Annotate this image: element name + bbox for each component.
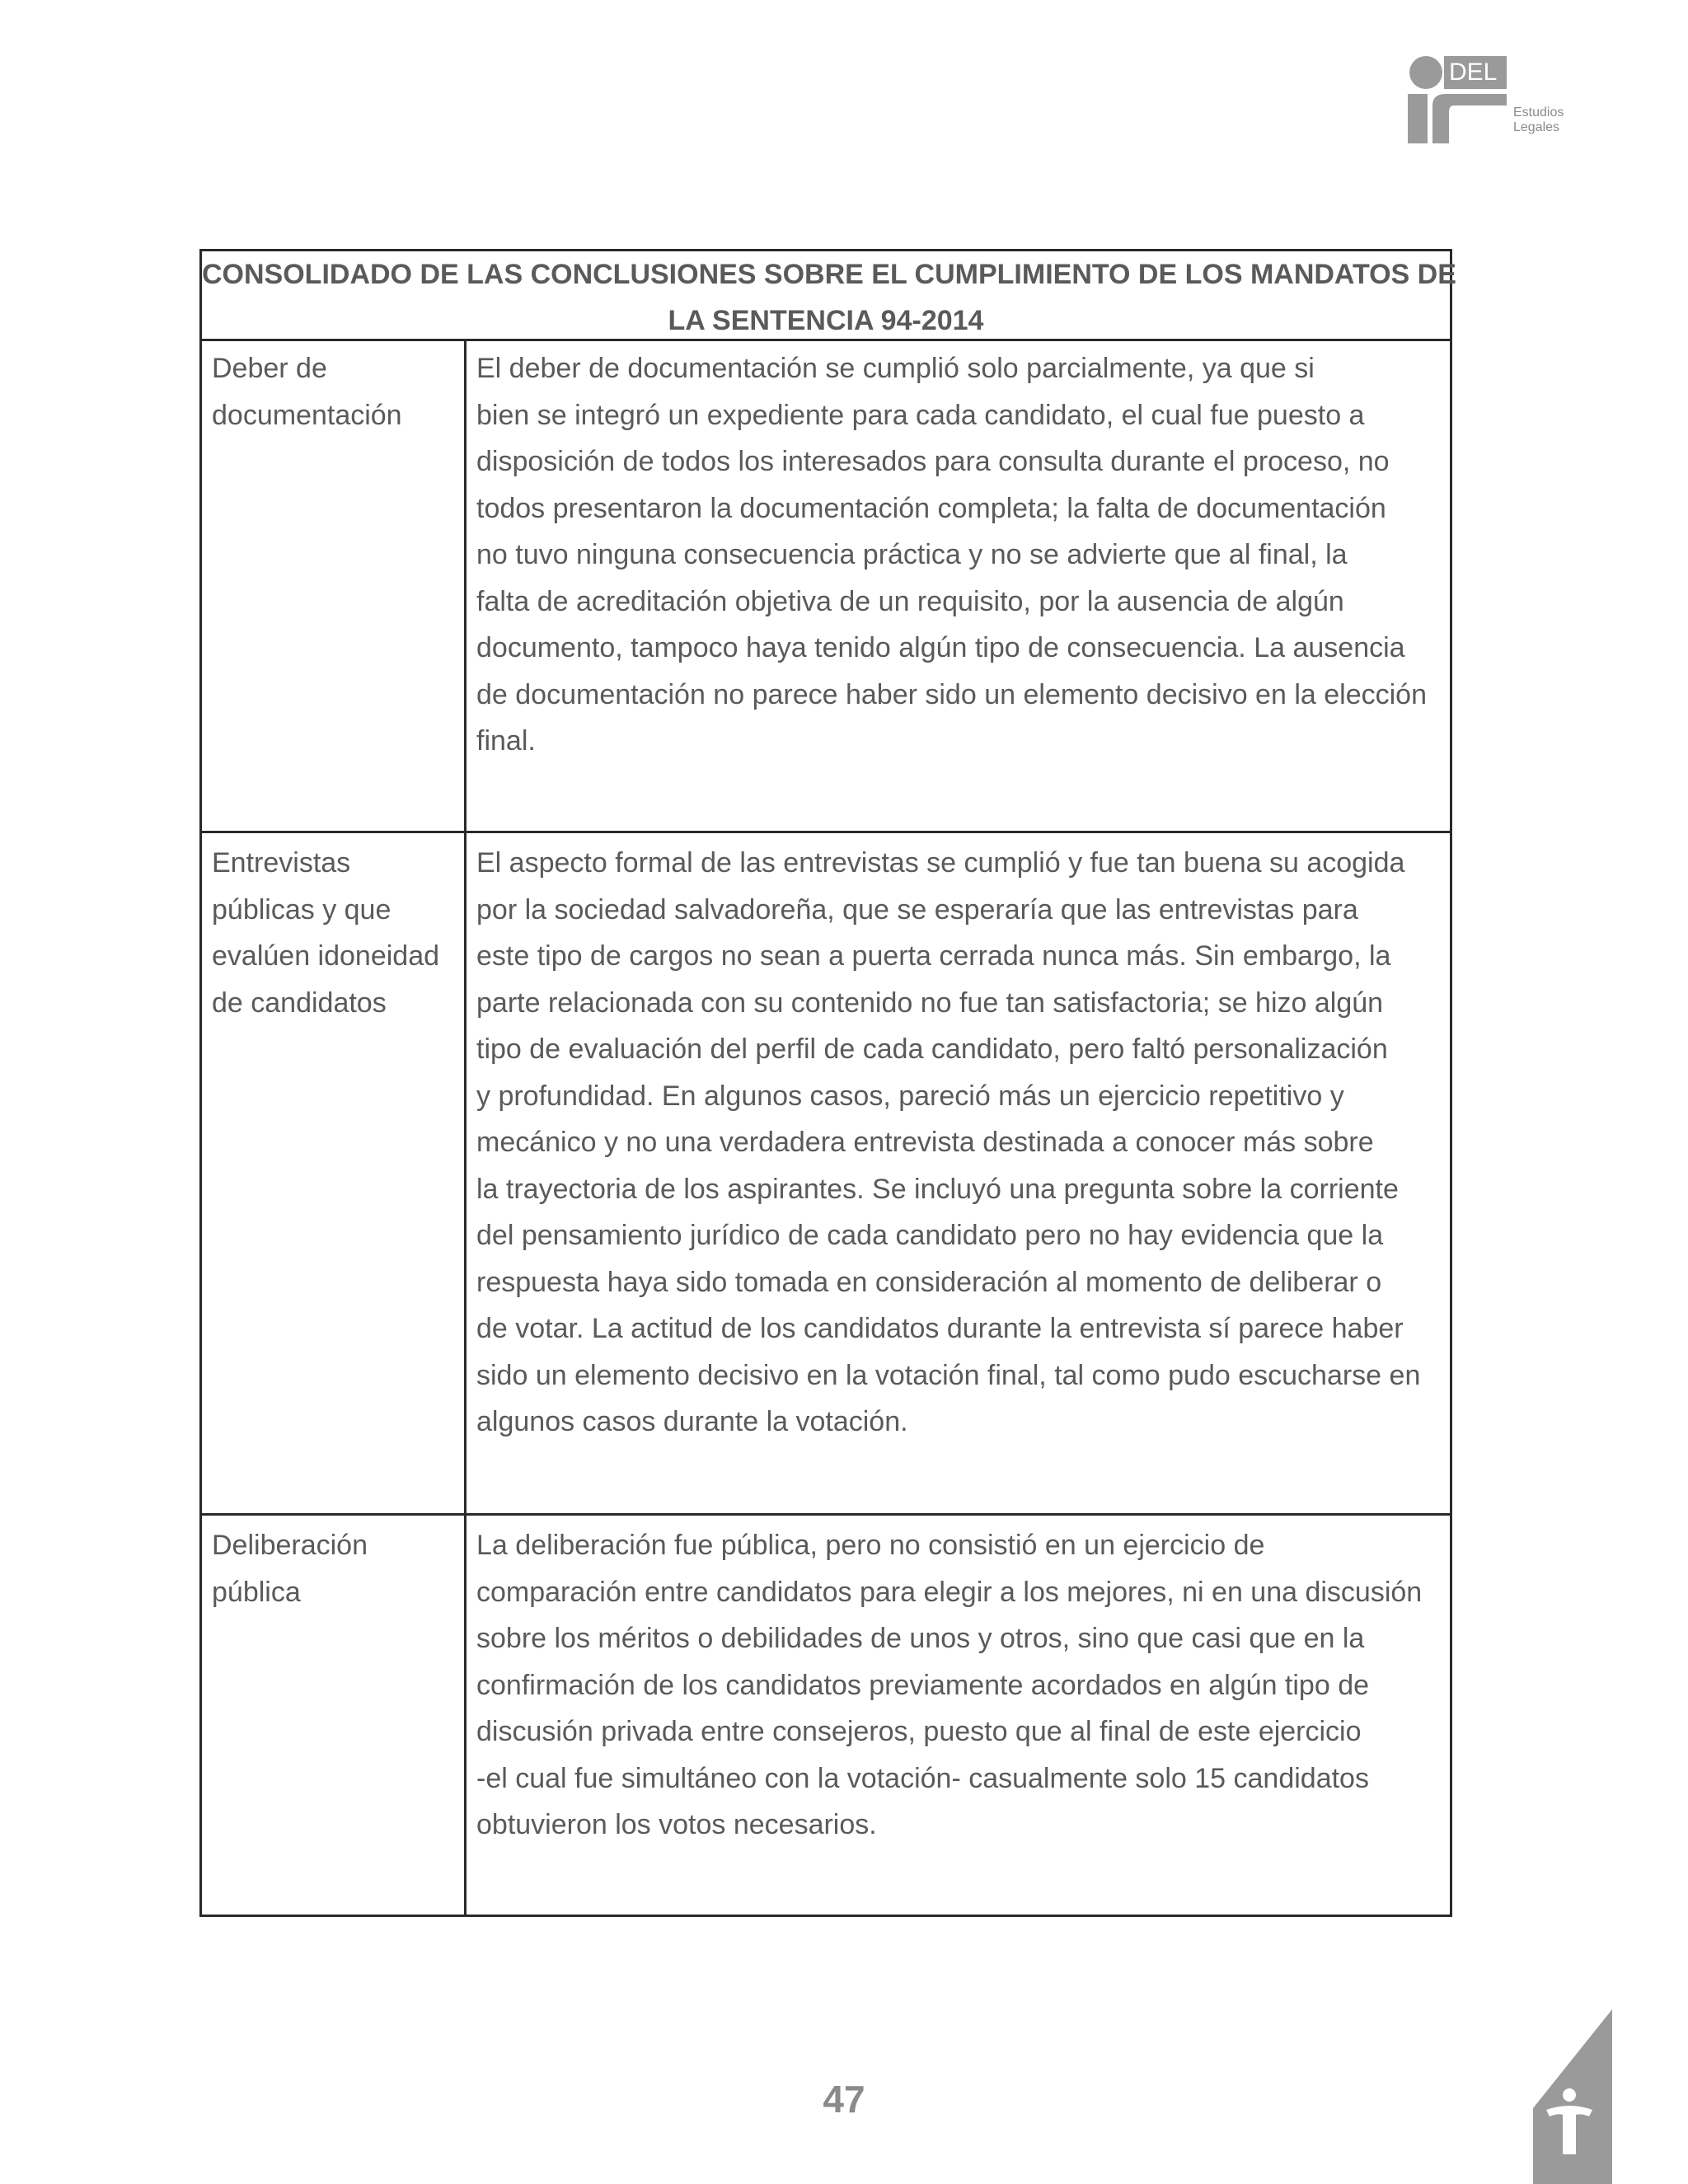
row-label: [202, 339, 467, 831]
row-label-line: evalúen idoneidad: [212, 940, 440, 972]
row-text-line: por la sociedad salvadoreña, que se esperaría que las entrevistas para: [476, 893, 1358, 926]
table-title-line: CONSOLIDADO DE LAS CONCLUSIONES SOBRE EL CUMPLIMIENTO DE LOS MANDATOS DE: [202, 259, 1456, 290]
row-label-line: públicas y que: [212, 893, 392, 926]
logo-caption: [1513, 105, 1564, 135]
person-emblem-icon: [1533, 2009, 1612, 2184]
page-number: 47: [823, 2078, 865, 2121]
row-label-line: Deber de: [212, 353, 327, 384]
row-text-line: parte relacionada con su contenido no fue tan satisfactoria; se hizo algún: [476, 987, 1384, 1019]
logo-brand-text: DEL: [1449, 59, 1498, 86]
row-text-line: del pensamiento jurídico de cada candidato pero no hay evidencia que la: [476, 1220, 1384, 1251]
row-text-line: algunos casos durante la votación.: [476, 1406, 908, 1437]
conclusions-table: [199, 249, 1456, 1917]
row-text-line: no tuvo ninguna consecuencia práctica y no se advierte que al final, la: [476, 539, 1348, 570]
row-label-line: documentación: [212, 399, 402, 431]
row-text-line: documento, tampoco haya tenido algún tipo de consecuencia. La ausencia: [476, 632, 1405, 663]
row-text-line: de votar. La actitud de los candidatos durante la entrevista sí parece haber: [476, 1313, 1404, 1344]
row-text-line: de documentación no parece haber sido un elemento decisivo en la elección: [476, 678, 1427, 710]
row-label-line: pública: [212, 1576, 301, 1608]
row-label-line: Deliberación: [212, 1530, 368, 1561]
row-text-line: la trayectoria de los aspirantes. Se incluyó una pregunta sobre la corriente: [476, 1173, 1399, 1205]
row-text-line: bien se integró un expediente para cada candidato, el cual fue puesto a: [476, 399, 1365, 431]
table-title-line: LA SENTENCIA 94-2014: [668, 305, 984, 336]
row-text: [467, 833, 1450, 1513]
row-label: [202, 833, 467, 1513]
row-text-line: sido un elemento decisivo en la votación final, tal como pudo escucharse en: [476, 1359, 1421, 1391]
table-title: [202, 251, 1456, 341]
row-text-line: obtuvieron los votos necesarios.: [476, 1809, 877, 1840]
row-text-line: sobre los méritos o debilidades de unos y otros, sino que casi que en la: [476, 1623, 1365, 1654]
row-text-line: y profundidad. En algunos casos, pareció más un ejercicio repetitivo y: [476, 1080, 1344, 1112]
table-row: [202, 833, 1450, 1516]
row-text-line: disposición de todos los interesados para consulta durante el proceso, no: [476, 446, 1390, 477]
row-text-line: tipo de evaluación del perfil de cada candidato, pero faltó personalización: [476, 1033, 1388, 1065]
row-label-line: Entrevistas: [212, 847, 351, 879]
row-label: [202, 1516, 467, 1915]
row-text-line: mecánico y no una verdadera entrevista destinada a conocer más sobre: [476, 1127, 1374, 1158]
row-text-line: este tipo de cargos no sean a puerta cerrada nunca más. Sin embargo, la: [476, 940, 1391, 972]
row-text-line: discusión privada entre consejeros, puesto que al final de este ejercicio: [476, 1716, 1362, 1747]
row-text-line: todos presentaron la documentación completa; la falta de documentación: [476, 492, 1386, 524]
row-text-line: respuesta haya sido tomada en consideración al momento de deliberar o: [476, 1266, 1382, 1298]
row-text-line: final.: [476, 725, 536, 757]
table-row: [202, 339, 1450, 833]
row-text: [467, 1516, 1450, 1915]
row-text-line: confirmación de los candidatos previamente acordados en algún tipo de: [476, 1669, 1370, 1701]
logo-caption-line: Legales: [1513, 120, 1560, 134]
row-text-line: falta de acreditación objetiva de un requisito, por la ausencia de algún: [476, 585, 1344, 617]
row-label-line: de candidatos: [212, 987, 387, 1019]
row-text-line: La deliberación fue pública, pero no consistió en un ejercicio de: [476, 1530, 1265, 1561]
row-text-line: comparación entre candidatos para elegir a los mejores, ni en una discusión: [476, 1576, 1423, 1608]
table-row: [202, 1516, 1450, 1915]
row-text-line: -el cual fue simultáneo con la votación- casualmente solo 15 candidatos: [476, 1762, 1369, 1794]
row-text-line: El deber de documentación se cumplió solo parcialmente, ya que si: [476, 353, 1315, 384]
logo-caption-line: Estudios: [1513, 105, 1564, 120]
row-text: [467, 339, 1450, 831]
row-text-line: El aspecto formal de las entrevistas se cumplió y fue tan buena su acogida: [476, 847, 1405, 879]
